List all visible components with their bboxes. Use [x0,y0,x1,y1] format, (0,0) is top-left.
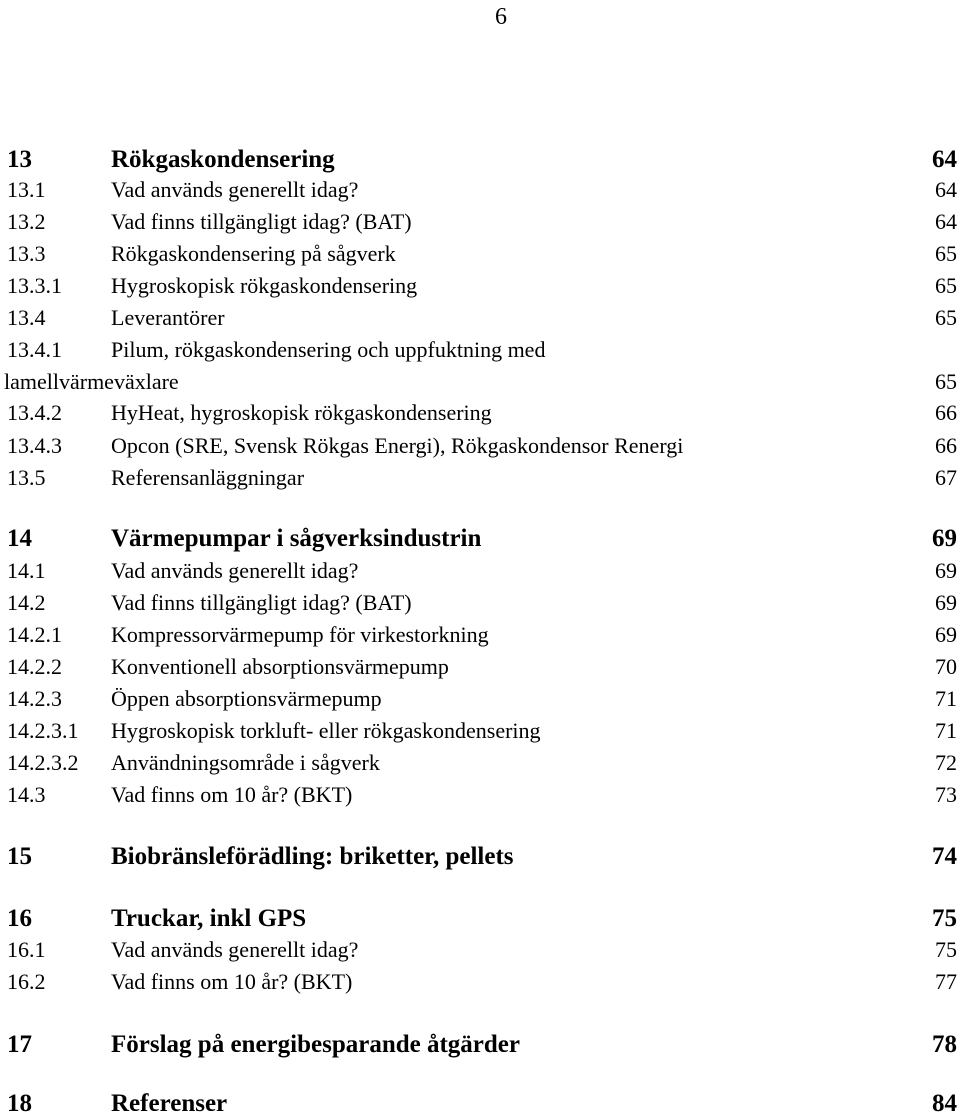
toc-entry-title: HyHeat, hygroskopisk rökgaskondensering [111,400,492,425]
toc-entry [7,556,957,586]
toc-entry-title: Användningsområde i sågverk [111,750,380,775]
toc-entry-page: 69 [935,590,957,615]
toc-entry-page: 84 [932,1090,957,1117]
toc-entry-number: 14.2.3.2 [7,750,79,775]
toc-entry-continuation [4,367,957,397]
toc-entry-title: Vad finns om 10 år? (BKT) [111,969,353,994]
toc-entry-title: Vad används generellt idag? [111,177,359,202]
toc-entry-number: 13.1 [7,177,46,202]
toc-entry-page: 71 [935,718,957,743]
toc-entry-page: 64 [935,209,957,234]
toc-entry-title: Vad finns tillgängligt idag? (BAT) [111,590,412,615]
toc-entry [7,588,957,618]
toc-entry-title: Biobränsleförädling: briketter, pellets [111,843,514,870]
toc-entry [7,620,957,650]
toc-entry [7,1089,957,1119]
toc-entry-page: 67 [935,465,957,490]
toc-entry-title: Vad finns tillgängligt idag? (BAT) [111,209,412,234]
toc-entry-number: 13.3.1 [7,273,62,298]
toc-entry-page: 73 [935,782,957,807]
toc-entry-number: 13.3 [7,241,46,266]
toc-entry-page: 66 [935,433,957,458]
page-number: 6 [495,4,507,30]
toc-entry-page: 66 [935,400,957,425]
toc-entry-number: 14.2.2 [7,654,62,679]
toc-entry [7,303,957,333]
toc-entry-number: 18 [7,1090,32,1117]
toc-entry-title: Rökgaskondensering på sågverk [111,241,396,266]
toc-entry-page: 77 [935,969,957,994]
toc-entry-page: 75 [932,905,957,932]
toc-entry [7,207,957,237]
toc-entry-title: Referenser [111,1090,228,1117]
toc-entry [7,271,957,301]
toc-entry [7,748,957,778]
toc-entry-number: 15 [7,843,32,870]
toc-entry-title: Vad används generellt idag? [111,558,359,583]
toc-entry-page: 65 [935,273,957,298]
toc-entry-page: 64 [932,146,957,173]
toc-entry-page: 65 [935,369,957,394]
toc-entry-number: 14.2 [7,590,46,615]
toc-entry-title: Pilum, rökgaskondensering och uppfuktning med [111,337,546,362]
toc-entry-title: Värmepumpar i sågverksindustrin [111,525,482,552]
toc-entry-page: 69 [935,558,957,583]
toc-entry-number: 14.1 [7,558,46,583]
toc-entry-page: 70 [935,654,957,679]
toc-entry-number: 16.1 [7,937,46,962]
toc-entry [7,239,957,269]
toc-entry [7,145,957,175]
toc-entry-title: Leverantörer [111,305,225,330]
toc-entry-number: 13 [7,146,32,173]
toc-entry-title: Konventionell absorptionsvärmepump [111,654,449,679]
toc-entry-number: 13.2 [7,209,46,234]
toc-entry-page: 75 [935,937,957,962]
toc-entry-number: 14.2.3.1 [7,718,79,743]
toc-entry-page: 78 [932,1031,957,1058]
toc-entry-page: 72 [935,750,957,775]
toc-entry-page: 69 [932,525,957,552]
toc-entry-number: 14 [7,525,32,552]
toc-entry-title: lamellvärmeväxlare [4,369,179,394]
toc-entry [7,524,957,554]
toc-entry-number: 13.5 [7,465,46,490]
toc-entry-title: Opcon (SRE, Svensk Rökgas Energi), Rökgaskondensor Renergi [111,433,684,458]
toc-entry [7,842,957,872]
toc-entry [7,1030,957,1060]
toc-entry-number: 14.2.1 [7,622,62,647]
toc-entry-title: Vad finns om 10 år? (BKT) [111,782,353,807]
toc-entry [7,716,957,746]
toc-entry [7,398,957,428]
toc-entry-page: 71 [935,686,957,711]
toc-entry [7,175,957,205]
toc-entry [7,463,957,493]
toc-entry [7,935,957,965]
toc-entry-number: 13.4.2 [7,400,62,425]
toc-entry-page: 69 [935,622,957,647]
toc-entry-title: Öppen absorptionsvärmepump [111,686,382,711]
toc-entry [7,431,957,461]
toc-entry [7,684,957,714]
toc-entry-title: Kompressorvärmepump för virkestorkning [111,622,489,647]
toc-entry-title: Förslag på energibesparande åtgärder [111,1031,520,1058]
toc-entry [7,652,957,682]
toc-entry [7,967,957,997]
toc-entry-number: 13.4.3 [7,433,62,458]
toc-entry-title: Truckar, inkl GPS [111,905,307,932]
toc-entry-number: 13.4 [7,305,46,330]
toc-entry-number: 14.2.3 [7,686,62,711]
toc-entry-page: 65 [935,241,957,266]
toc-entry-page: 74 [932,843,957,870]
toc-entry-page: 64 [935,177,957,202]
toc-entry-number: 13.4.1 [7,337,62,362]
toc-entry-title: Hygroskopisk rökgaskondensering [111,273,418,298]
toc-entry [7,780,957,810]
toc-entry-title: Referensanläggningar [111,465,305,490]
toc-entry-number: 17 [7,1031,32,1058]
toc-entry-title: Hygroskopisk torkluft- eller rökgaskondensering [111,718,541,743]
toc-entry-number: 16 [7,905,32,932]
toc-entry [7,335,957,365]
toc-entry-title: Vad används generellt idag? [111,937,359,962]
toc-entry-page: 65 [935,305,957,330]
toc-entry [7,904,957,934]
toc-entry-number: 14.3 [7,782,46,807]
toc-entry-title: Rökgaskondensering [111,146,335,173]
toc-entry-number: 16.2 [7,969,46,994]
